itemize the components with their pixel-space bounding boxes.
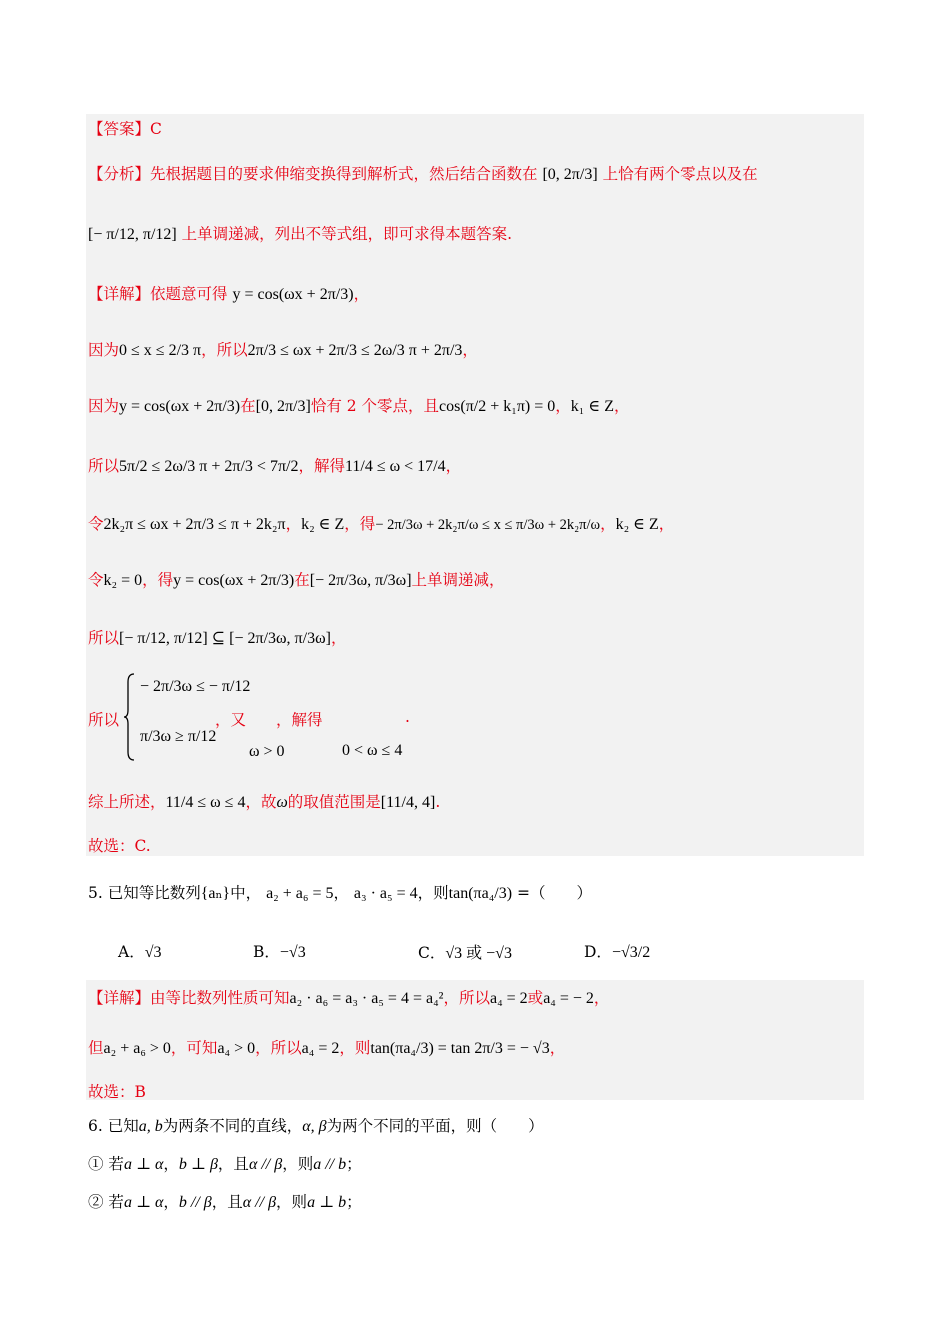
option-c[interactable] bbox=[418, 940, 512, 963]
punct: ， bbox=[163, 1155, 179, 1173]
detail-text: ，所以 bbox=[201, 341, 248, 359]
formula: [0, 2π/3] bbox=[255, 398, 311, 415]
formula: a₄ = 2 bbox=[489, 990, 528, 1007]
system-row-1: − 2π/3ω ≤ − π/12 bbox=[140, 678, 251, 695]
detail-text: 综上所述， bbox=[88, 793, 166, 811]
formula: k₂ ∈ Z bbox=[301, 516, 345, 533]
question-text: 中， bbox=[230, 884, 262, 902]
punct: ， bbox=[330, 629, 347, 647]
option-label: D． bbox=[584, 943, 612, 961]
punct: ， bbox=[658, 515, 675, 533]
detail-text: ，所以 bbox=[443, 989, 490, 1007]
interval-math: [0, 2π/3] bbox=[542, 166, 598, 183]
detail-label: 【详解】 bbox=[88, 989, 151, 1007]
formula: tan(πa₄/3) = tan 2π/3 = − √3 bbox=[370, 1040, 550, 1057]
detail-text: 或 bbox=[527, 989, 544, 1007]
detail-text: ，则 bbox=[339, 1039, 371, 1057]
formula: a // b bbox=[313, 1156, 347, 1173]
q4-final-choice: 故选：C. bbox=[88, 837, 151, 855]
punct: ， bbox=[353, 285, 370, 303]
q4-answer: 【答案】C bbox=[88, 120, 162, 138]
formula: a₄ > 0 bbox=[217, 1040, 256, 1057]
formula: y = cos(ωx + 2π/3) bbox=[173, 572, 295, 589]
formula: b ⊥ β bbox=[178, 1156, 218, 1173]
q4-analysis-line2 bbox=[88, 222, 512, 244]
q5-final-choice: 故选：B bbox=[88, 1083, 146, 1101]
question-text: =（ ） bbox=[517, 884, 592, 902]
formula: [− 2π/3ω, π/3ω] bbox=[309, 572, 412, 589]
q4-detail-line5 bbox=[88, 512, 674, 534]
q5-stem bbox=[88, 881, 592, 903]
omega-positive: ω > 0 bbox=[249, 743, 285, 760]
q4-detail-line1 bbox=[88, 282, 369, 304]
detail-text: ，故 bbox=[245, 793, 277, 811]
left-brace-icon bbox=[124, 672, 136, 762]
formula: a₂ · a₆ = a₃ · a₅ = 4 = a₄² bbox=[289, 990, 444, 1007]
item-text: ，且 bbox=[211, 1193, 243, 1211]
formula: [11/4, 4] bbox=[380, 794, 436, 811]
question-text: 6. 已知 bbox=[88, 1117, 139, 1135]
detail-text: 令 bbox=[88, 571, 104, 589]
formula: 2k₂π ≤ ωx + 2π/3 ≤ π + 2k₂π bbox=[103, 516, 286, 533]
item-text: ① 若 bbox=[88, 1155, 124, 1173]
detail-text: 令 bbox=[88, 515, 104, 533]
formula: − 2π/3ω + 2k₂π/ω ≤ x ≤ π/3ω + 2k₂π/ω bbox=[375, 517, 601, 533]
option-d[interactable] bbox=[584, 940, 650, 962]
item-text: ，且 bbox=[217, 1155, 249, 1173]
formula: y = cos(ωx + 2π/3) bbox=[232, 286, 354, 303]
q5-detail-line1 bbox=[88, 986, 609, 1008]
formula: k₂ = 0 bbox=[103, 572, 143, 589]
punct: ， bbox=[600, 515, 616, 533]
question-text: 为两个不同的平面，则（ ） bbox=[326, 1117, 544, 1135]
detail-text: ，又 bbox=[215, 711, 247, 729]
formula: α // β bbox=[248, 1156, 283, 1173]
q4-detail-line4 bbox=[88, 454, 461, 476]
formula: α // β bbox=[242, 1194, 277, 1211]
detail-text: 但 bbox=[88, 1039, 104, 1057]
formula: 5π/2 ≤ 2ω/3 π + 2π/3 < 7π/2 bbox=[119, 458, 299, 475]
detail-text: 恰有 2 个零点，且 bbox=[310, 397, 440, 415]
analysis-label: 【分析】 bbox=[88, 165, 151, 183]
detail-text: 上单调递减， bbox=[411, 571, 505, 589]
item-text: ，则 bbox=[282, 1155, 314, 1173]
punct: ， bbox=[555, 397, 571, 415]
analysis-text: 上单调递减，列出不等式组，即可求得本题答案. bbox=[181, 225, 513, 243]
formula: k₂ ∈ Z bbox=[615, 516, 659, 533]
q6-item-2 bbox=[88, 1190, 362, 1212]
detail-text: 的取值范围是 bbox=[287, 793, 381, 811]
formula: 0 ≤ x ≤ 2/3 π bbox=[119, 342, 202, 359]
detail-text: ，得 bbox=[344, 515, 376, 533]
formula: a₂ + a₆ = 5 bbox=[266, 885, 334, 902]
q6-item-1 bbox=[88, 1152, 362, 1174]
formula: ω bbox=[276, 794, 288, 811]
formula: k₁ ∈ Z bbox=[570, 398, 614, 415]
option-value: √3 bbox=[144, 944, 162, 961]
q4-detail-line3 bbox=[88, 394, 629, 416]
interval-math: [− π/12, π/12] bbox=[88, 226, 177, 243]
option-value: √3 或 −√3 bbox=[445, 945, 512, 962]
detail-text: ，所以 bbox=[255, 1039, 302, 1057]
option-value: −√3 bbox=[279, 944, 306, 961]
formula: 11/4 ≤ ω < 17/4 bbox=[344, 458, 446, 475]
detail-label: 【详解】 bbox=[88, 285, 151, 303]
formula: a, b bbox=[138, 1118, 163, 1135]
punct: ， bbox=[549, 1039, 566, 1057]
q4-analysis-line1 bbox=[88, 162, 758, 184]
detail-text: 由等比数列性质可知 bbox=[150, 989, 290, 1007]
detail-text: 因为 bbox=[88, 397, 120, 415]
detail-text: 在 bbox=[240, 397, 256, 415]
formula: a₄ = − 2 bbox=[543, 990, 594, 1007]
system-row-2: π/3ω ≥ π/12 bbox=[140, 728, 217, 745]
formula: b // β bbox=[178, 1194, 212, 1211]
q4-detail-line8b bbox=[215, 708, 410, 730]
detail-text: 依题意可得 bbox=[150, 285, 228, 303]
punct: ， bbox=[462, 341, 478, 359]
formula: tan(πa₄/3) bbox=[448, 885, 513, 902]
formula: a ⊥ α bbox=[123, 1156, 164, 1173]
formula: y = cos(ωx + 2π/3) bbox=[119, 398, 241, 415]
detail-text: 因为 bbox=[88, 341, 120, 359]
punct: ， bbox=[593, 989, 610, 1007]
punct: ， bbox=[163, 1193, 179, 1211]
formula: a₃ · a₅ = 4 bbox=[353, 885, 418, 902]
q4-detail-line9 bbox=[88, 790, 440, 812]
q4-detail-line6 bbox=[88, 568, 505, 590]
omega-range: 0 < ω ≤ 4 bbox=[342, 742, 403, 759]
detail-text: ，解得 bbox=[276, 711, 323, 729]
detail-text: 所以 bbox=[88, 457, 120, 475]
detail-text: ，可知 bbox=[170, 1039, 218, 1057]
formula: cos(π/2 + k₁π) = 0 bbox=[439, 398, 556, 415]
punct: ， bbox=[445, 457, 462, 475]
punct: . bbox=[405, 708, 410, 726]
question-text: 为两条不同的直线， bbox=[162, 1117, 303, 1135]
formula: 2π/3 ≤ ωx + 2π/3 ≤ 2ω/3 π + 2π/3 bbox=[247, 342, 463, 359]
option-label: B． bbox=[253, 943, 280, 961]
formula: a ⊥ α bbox=[123, 1194, 164, 1211]
formula: a ⊥ b bbox=[307, 1194, 347, 1211]
analysis-text: 上恰有两个零点以及在 bbox=[602, 165, 758, 183]
option-b[interactable] bbox=[253, 940, 306, 962]
detail-text: 在 bbox=[294, 571, 310, 589]
punct: ； bbox=[346, 1193, 362, 1211]
q5-detail-line2 bbox=[88, 1036, 565, 1058]
q4-detail-line2 bbox=[88, 338, 478, 360]
question-text: 5. 已知等比数列 bbox=[88, 884, 201, 902]
detail-text: ，解得 bbox=[298, 457, 345, 475]
punct: ， bbox=[333, 884, 349, 902]
option-a[interactable] bbox=[118, 940, 161, 962]
formula: 11/4 ≤ ω ≤ 4 bbox=[165, 794, 246, 811]
formula: a₂ + a₆ > 0 bbox=[103, 1040, 171, 1057]
detail-text: 所以 bbox=[88, 629, 120, 647]
punct: . bbox=[435, 793, 441, 811]
item-text: ② 若 bbox=[88, 1193, 124, 1211]
punct: ， bbox=[285, 515, 302, 533]
option-value: −√3/2 bbox=[611, 944, 651, 961]
q4-detail-line7 bbox=[88, 626, 346, 648]
detail-text: 所以 bbox=[88, 711, 120, 729]
detail-text: ，得 bbox=[142, 571, 174, 589]
formula: {aₙ} bbox=[200, 885, 231, 902]
question-text: ，则 bbox=[417, 884, 449, 902]
formula: α, β bbox=[302, 1118, 327, 1135]
option-label: A． bbox=[118, 943, 145, 961]
punct: ； bbox=[346, 1155, 362, 1173]
option-label: C． bbox=[418, 944, 446, 962]
q4-detail-line8 bbox=[88, 708, 119, 730]
q6-stem bbox=[88, 1114, 544, 1136]
formula: a₄ = 2 bbox=[301, 1040, 340, 1057]
item-text: ，则 bbox=[276, 1193, 308, 1211]
punct: ， bbox=[613, 397, 630, 415]
analysis-text: 先根据题目的要求伸缩变换得到解析式，然后结合函数在 bbox=[150, 165, 538, 183]
formula: [− π/12, π/12] ⊆ [− 2π/3ω, π/3ω] bbox=[119, 630, 331, 647]
